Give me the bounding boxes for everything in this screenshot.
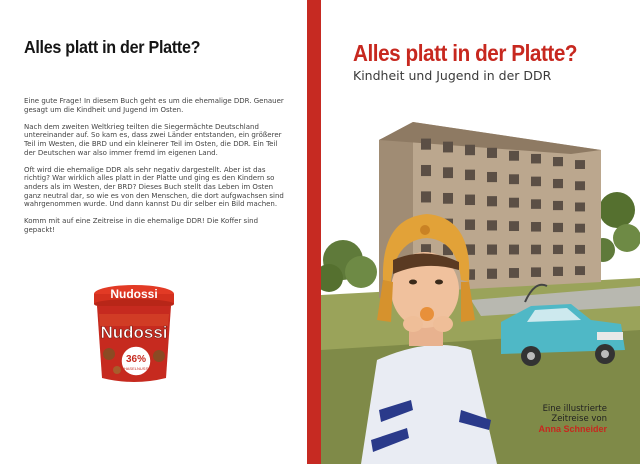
blurb-paragraph: Nach dem zweiten Weltkrieg teilten die Siegermächte Deutschland untereinander auf. So kam es, dass zwei Länder entstanden, ein größerer Teil im Westen, die BRD und ein kleinerer Teil im Osten, die DDR. Ein Teil der Deutschen war also immer fremd im eigenen Land. bbox=[24, 122, 282, 157]
jar-lid-brand: Nudossi bbox=[110, 287, 158, 301]
building-window bbox=[443, 193, 453, 204]
credit-line1: Eine illustrierte bbox=[542, 404, 607, 414]
building-window bbox=[575, 266, 585, 275]
building-window bbox=[509, 174, 519, 184]
back-cover bbox=[0, 0, 307, 464]
nudossi-jar-illustration bbox=[91, 282, 177, 386]
building-window bbox=[531, 267, 541, 277]
building-window bbox=[487, 172, 497, 182]
building-window bbox=[443, 142, 453, 153]
blurb-paragraph: Eine gute Frage! In diesem Buch geht es um die ehemalige DDR. Genauer gesagt um die Kindheit und Jugend im Osten. bbox=[24, 97, 284, 114]
building-window bbox=[421, 165, 431, 176]
building-window bbox=[553, 179, 563, 188]
building-window bbox=[421, 191, 431, 202]
front-cover-title: Alles platt in der Platte? bbox=[353, 40, 578, 66]
building-window bbox=[487, 220, 497, 230]
building-window bbox=[509, 268, 519, 278]
building-window bbox=[465, 195, 475, 205]
blurb-paragraph: Komm mit auf eine Zeitreise in die ehemalige DDR! Die Koffer sind gepackt! bbox=[24, 217, 259, 234]
building-window bbox=[509, 221, 519, 231]
building-window bbox=[465, 170, 475, 180]
jar-badge-value: 36% bbox=[125, 354, 147, 365]
building-window bbox=[575, 160, 585, 169]
building-window bbox=[531, 154, 541, 164]
building-window bbox=[531, 177, 541, 187]
book-spine bbox=[307, 0, 321, 464]
building-window bbox=[531, 245, 541, 255]
building-window bbox=[575, 181, 585, 190]
building-window bbox=[575, 245, 585, 254]
building-window bbox=[553, 245, 563, 254]
building-window bbox=[531, 199, 541, 209]
building-window bbox=[509, 198, 519, 208]
building-window bbox=[575, 203, 585, 212]
building-window bbox=[509, 151, 519, 161]
building-window bbox=[553, 223, 563, 232]
building-window bbox=[487, 148, 497, 158]
credit-line2: Zeitreise von bbox=[551, 414, 607, 424]
building-window bbox=[509, 245, 519, 255]
building-window bbox=[443, 167, 453, 178]
building-window bbox=[487, 269, 497, 279]
building-window bbox=[465, 145, 475, 155]
jar-brand: Nudossi bbox=[100, 323, 168, 342]
jar-badge-sub: HASELNUSS bbox=[123, 366, 149, 371]
author-name: Anna Schneider bbox=[538, 424, 607, 434]
building-window bbox=[553, 201, 563, 210]
building-window bbox=[487, 244, 497, 254]
building-window bbox=[575, 224, 585, 233]
back-cover-blurb bbox=[24, 97, 290, 243]
building-window bbox=[421, 139, 431, 150]
front-cover bbox=[321, 0, 640, 464]
back-cover-title: Alles platt in der Platte? bbox=[24, 37, 201, 57]
building-window bbox=[465, 219, 475, 229]
building-window bbox=[553, 267, 563, 276]
author-credit bbox=[538, 404, 607, 434]
building-window bbox=[553, 157, 563, 166]
building-window bbox=[487, 196, 497, 206]
front-cover-subtitle: Kindheit und Jugend in der DDR bbox=[353, 68, 552, 83]
building-window bbox=[531, 222, 541, 232]
blurb-paragraph: Oft wird die ehemalige DDR als sehr negativ dargestellt. Aber ist das richtig? War wirklich alles platt in der Platte und ging es den Kindern so anders als im Westen, der BRD? Dieses Buch stellt das Leben im Osten ganz neutral dar, so wie es von den Menschen, die dort aufgwachsen sind wahrgenommen wurde. Und dann kannst Du dir selber ein Bild machen. bbox=[24, 165, 284, 209]
